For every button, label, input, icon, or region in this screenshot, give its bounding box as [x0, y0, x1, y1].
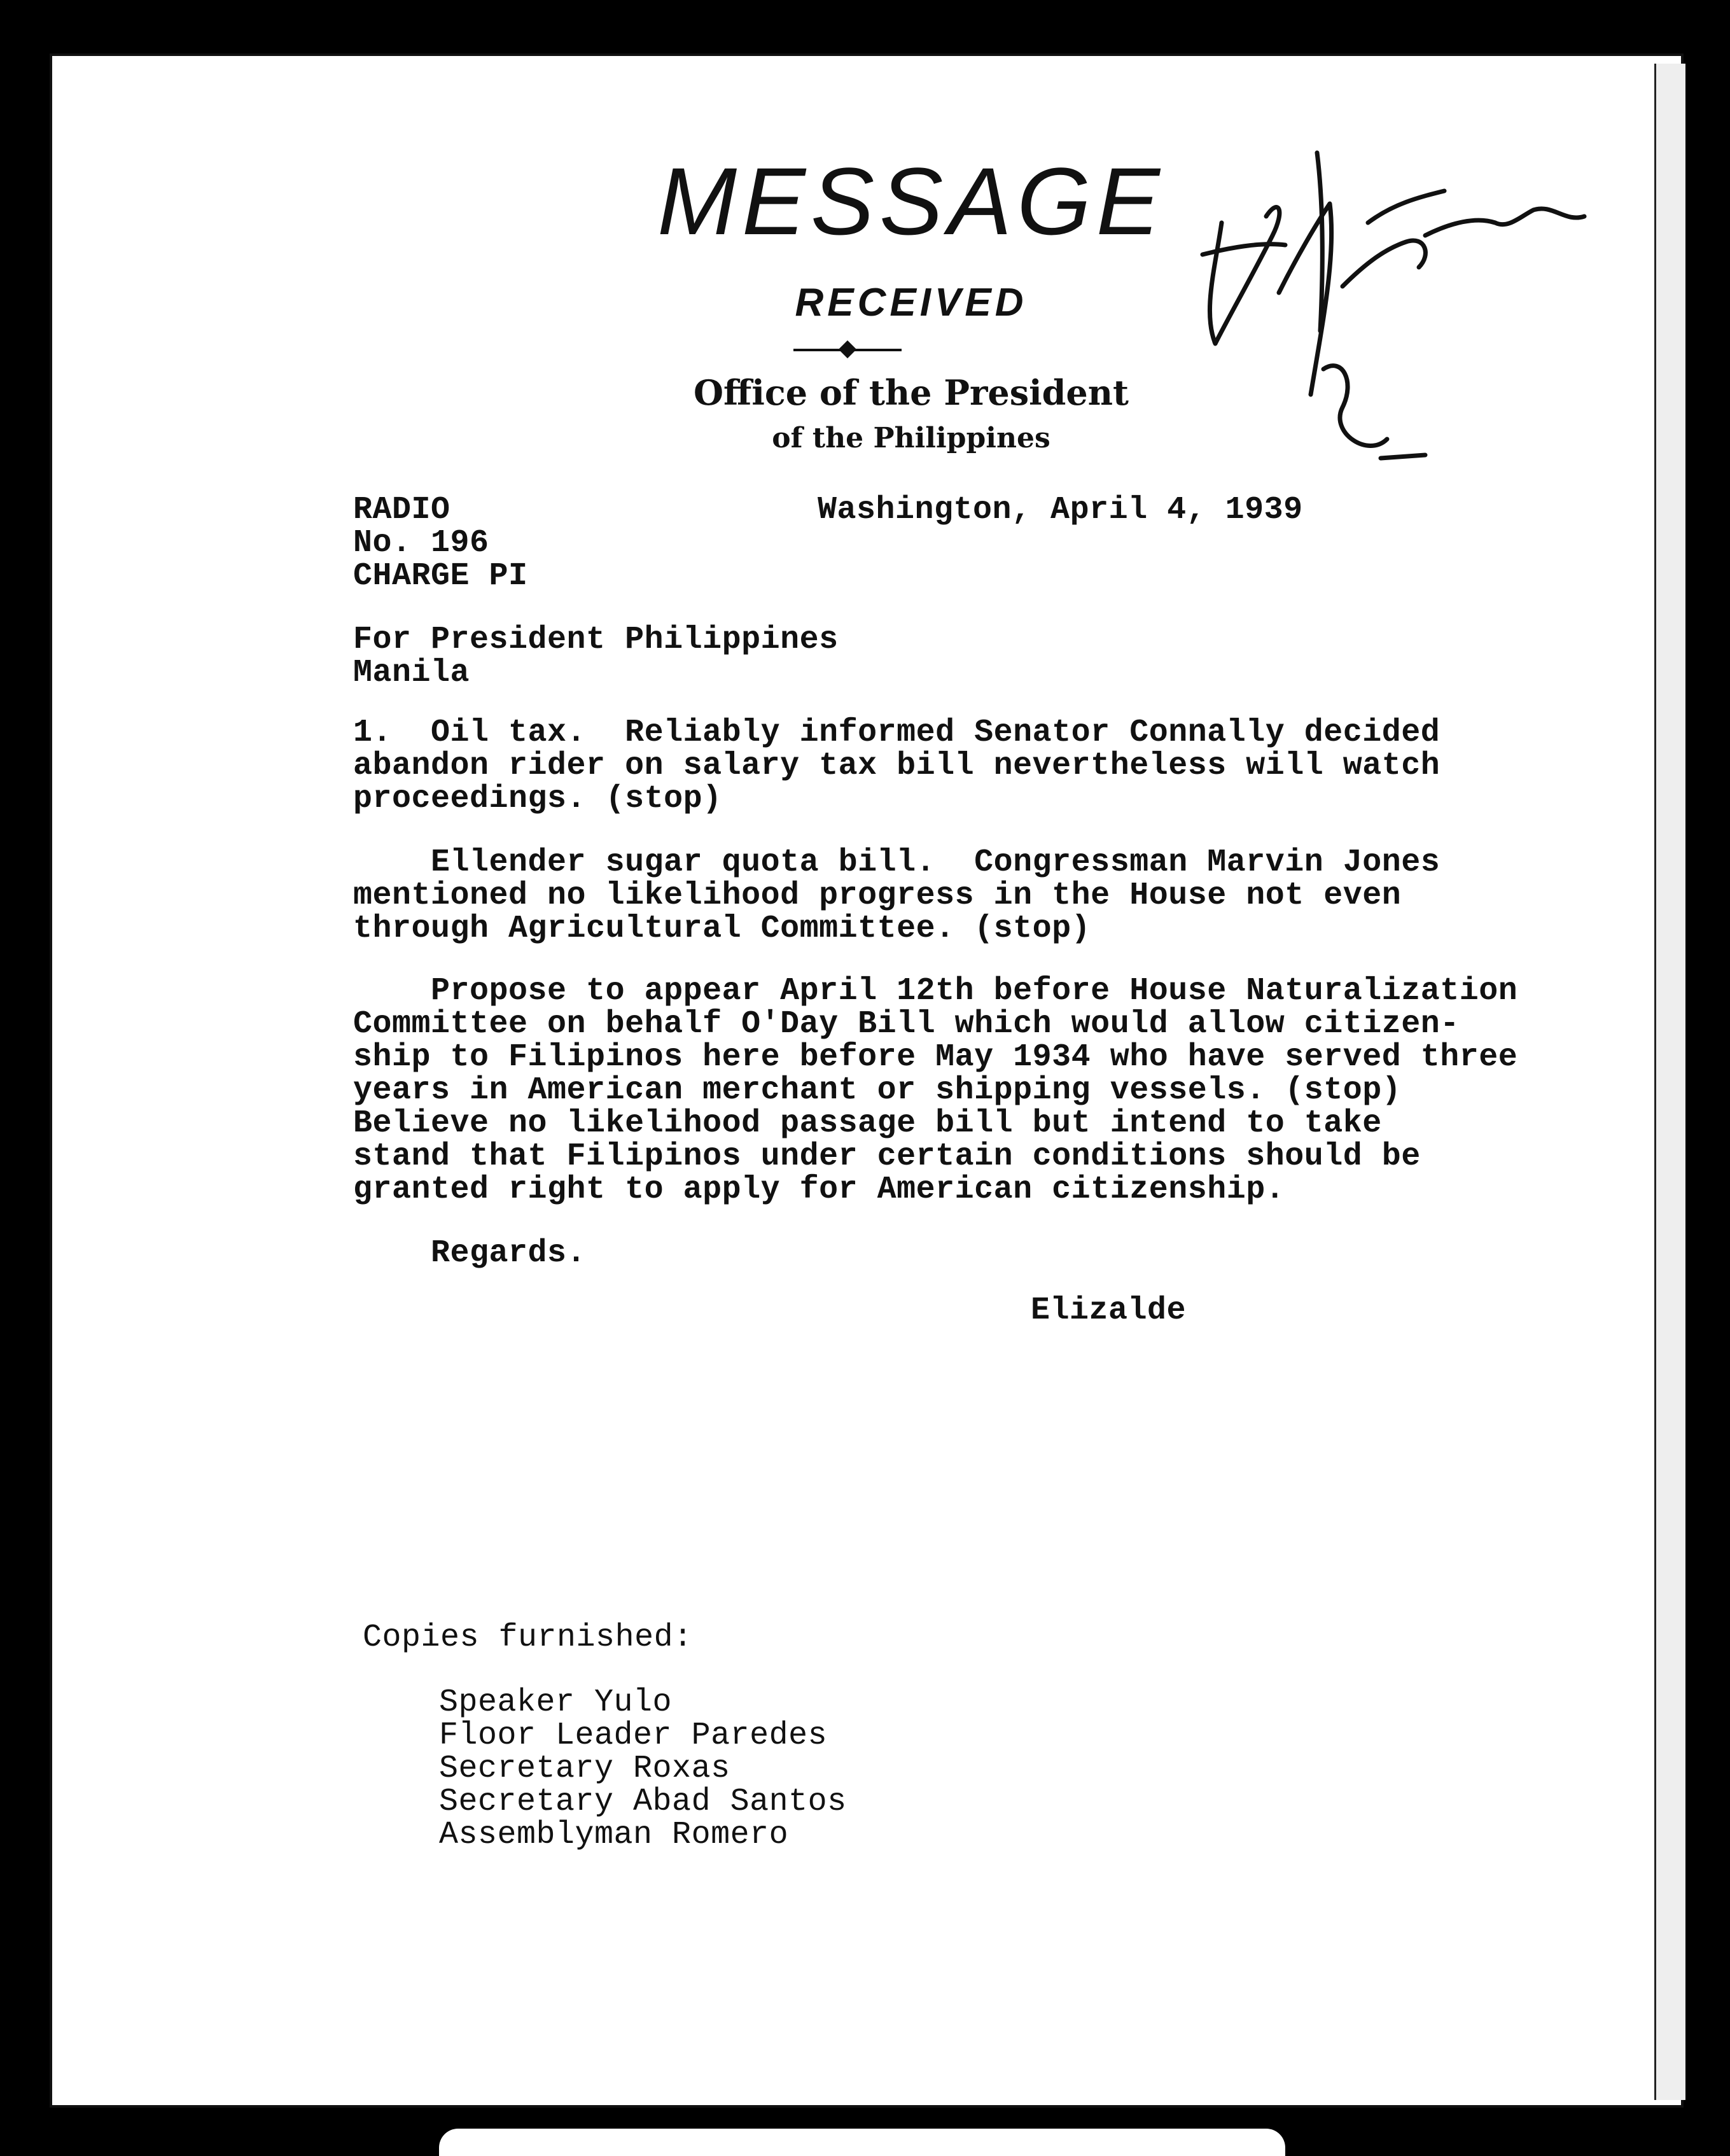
- paragraph-3-line: years in American merchant or shipping vessels. (stop): [353, 1072, 1402, 1109]
- signer-name: Elizalde: [1031, 1292, 1187, 1329]
- handwritten-signature: [1177, 127, 1610, 484]
- letterhead-office-line2: of the Philippines: [772, 422, 1050, 454]
- paragraph-3-line: Propose to appear April 12th before House Naturalization: [353, 973, 1518, 1009]
- copies-recipient: Floor Leader Paredes: [439, 1718, 828, 1754]
- letterhead-office: Office of the President: [694, 372, 1129, 413]
- paragraph-3-line: Believe no likelihood passage bill but intend to take: [353, 1105, 1382, 1142]
- paragraph-2-line: Ellender sugar quota bill. Congressman Marvin Jones: [353, 844, 1441, 881]
- paragraph-1-line: 1. Oil tax. Reliably informed Senator Connally decided: [353, 715, 1441, 751]
- paragraph-3-line: granted right to apply for American citizenship.: [353, 1172, 1285, 1208]
- addressee-line2: Manila: [353, 655, 470, 691]
- copies-recipient: Speaker Yulo: [439, 1684, 673, 1721]
- paragraph-1-line: proceedings. (stop): [353, 781, 722, 817]
- letterhead-title: MESSAGE: [657, 148, 1165, 255]
- page-edge: [1654, 64, 1685, 2100]
- message-charge: CHARGE PI: [353, 558, 528, 594]
- bottom-page-edge: [439, 2129, 1285, 2156]
- copies-recipient: Secretary Roxas: [439, 1751, 730, 1787]
- copies-recipient: Secretary Abad Santos: [439, 1784, 847, 1820]
- message-number: No. 196: [353, 525, 489, 561]
- copies-heading: Copies furnished:: [363, 1620, 693, 1656]
- copies-recipient: Assemblyman Romero: [439, 1817, 789, 1853]
- paragraph-3-line: Committee on behalf O'Day Bill which would allow citizen-: [353, 1006, 1460, 1042]
- closing-regards: Regards.: [353, 1235, 587, 1271]
- message-type: RADIO: [353, 492, 450, 528]
- paragraph-2-line: through Agricultural Committee. (stop): [353, 911, 1091, 947]
- paragraph-3-line: stand that Filipinos under certain conditions should be: [353, 1138, 1421, 1175]
- paragraph-3-line: ship to Filipinos here before May 1934 who have served three: [353, 1039, 1518, 1075]
- place-and-date: Washington, April 4, 1939: [818, 492, 1303, 528]
- letterhead-subtitle: RECEIVED: [795, 281, 1028, 325]
- paragraph-2-line: mentioned no likelihood progress in the House not even: [353, 878, 1402, 914]
- addressee-line1: For President Philippines: [353, 622, 839, 658]
- paragraph-1-line: abandon rider on salary tax bill nevertheless will watch: [353, 748, 1441, 784]
